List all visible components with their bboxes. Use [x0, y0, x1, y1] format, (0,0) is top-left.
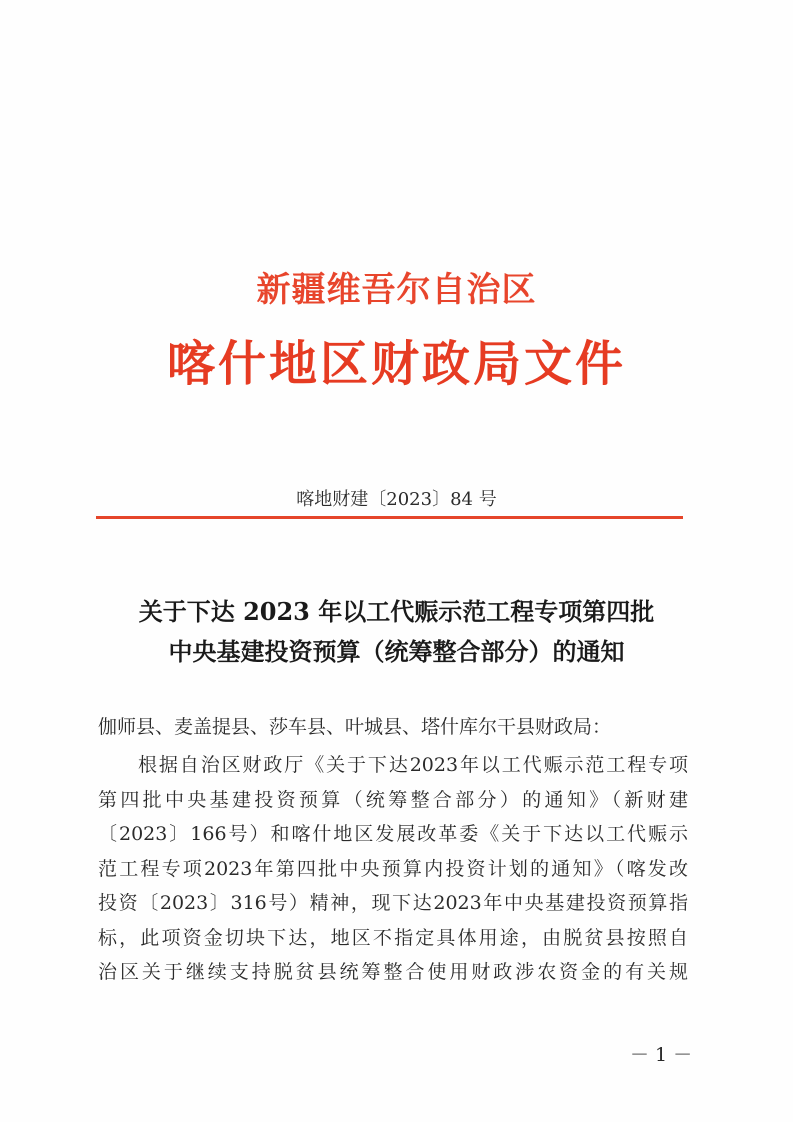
body-line: 治区关于继续支持脱贫县统筹整合使用财政涉农资金的有关规: [98, 961, 688, 983]
page-number: － 1 －: [630, 1044, 693, 1066]
body-line: 范工程专项2023年第四批中央预算内投资计划的通知》（喀发改: [98, 857, 688, 880]
body-line: 第四批中央基建投资预算（统筹整合部分）的通知》（新财建: [98, 788, 688, 811]
document-number: 喀地财建〔2023〕84 号: [296, 489, 497, 510]
issuer-agency-masthead: 喀什地区财政局文件: [166, 336, 626, 392]
body-line: 〔2023〕166号）和喀什地区发展改革委《关于下达以工代赈示: [98, 823, 688, 845]
body-line: 投资〔2023〕316号）精神，现下达2023年中央基建投资预算指: [98, 892, 688, 914]
title-line-2: 中央基建投资预算（统筹整合部分）的通知: [168, 637, 625, 666]
issuer-region: 新疆维吾尔自治区: [256, 270, 537, 310]
body-paragraph: [98, 748, 688, 990]
body-line: 根据自治区财政厅《关于下达2023年以工代赈示范工程专项: [138, 754, 688, 776]
body-line: 标，此项资金切块下达，地区不指定具体用途，由脱贫县按照自: [98, 926, 688, 949]
title-line-1: 关于下达 2023 年以工代赈示范工程专项第四批: [138, 597, 655, 626]
document-title: [60, 592, 733, 672]
red-separator-rule: [96, 516, 683, 519]
salutation: 伽师县、麦盖提县、莎车县、叶城县、塔什库尔干县财政局：: [98, 716, 612, 738]
